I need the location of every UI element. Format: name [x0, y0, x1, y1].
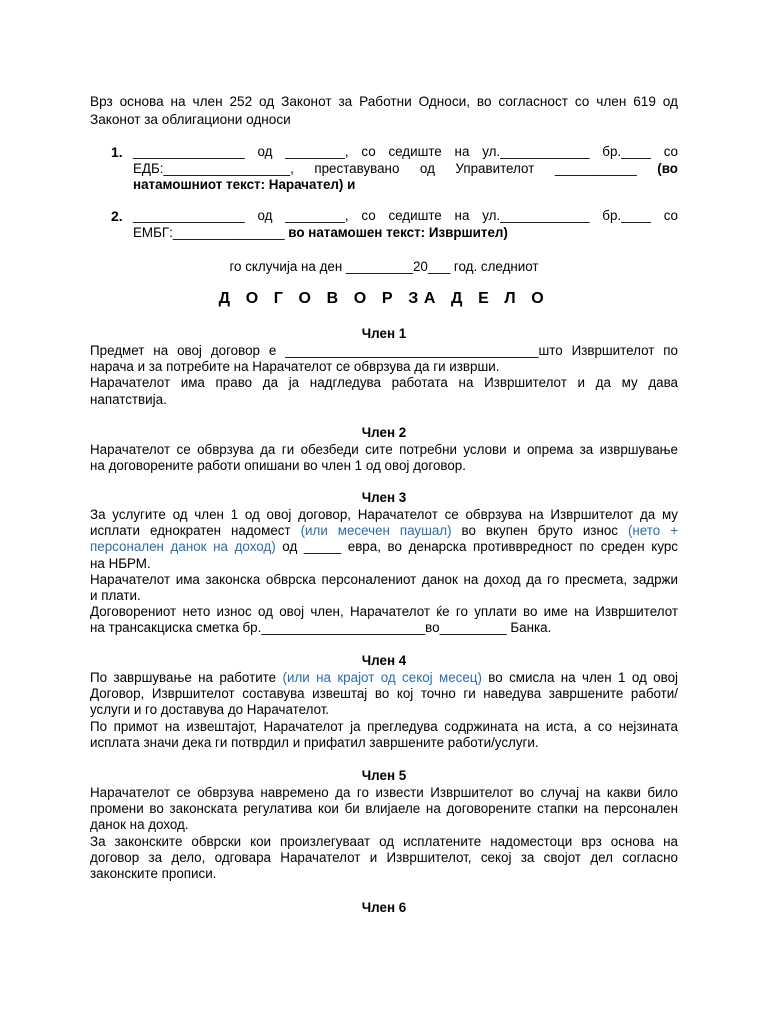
article-4-text: во смисла на член 1 од овој	[481, 670, 678, 685]
party-1-block	[133, 144, 678, 194]
party-1-line2-bold: (во	[657, 160, 678, 176]
article-3-text: исплати еднократен надомест	[90, 523, 301, 539]
article-4-body	[90, 670, 678, 751]
party-1-line1: _______________ од ________, со седиште на ул.____________ бр.____ со	[133, 144, 678, 159]
party-1-number: 1.	[111, 144, 123, 160]
article-4-line: услуги и го доставува до Нарачателот.	[90, 702, 330, 718]
article-1-line: Нарачателот има право да ја надгледува работата на Извршителот и да му дава	[90, 375, 678, 391]
preamble	[90, 93, 678, 129]
article-3-note: (нето +	[627, 523, 679, 539]
article-1-line: напатствија.	[90, 391, 167, 407]
article-3-text: во вкупен бруто износ	[451, 523, 628, 539]
party-2-line1: _______________ од ________, со седиште на ул.____________ бр.____ со	[133, 208, 678, 223]
article-1-line: нарача и за потребите на Нарачателот се обврзува да ги изврши.	[90, 359, 500, 375]
party-2-block	[133, 208, 678, 241]
document-title: Д О Г О В О Р ЗА Д Е Л О	[218, 290, 550, 307]
article-3-line: Нарачателот има законска обврска персоналениот данок на доход да го пресмета, задржи	[90, 571, 678, 587]
party-2-number: 2.	[111, 208, 123, 224]
article-3-line: и плати.	[90, 588, 141, 604]
preamble-text: Врз основа на член 252 од Законот за Работни Односи, во согласност со член 619 од Законот за облигациони односи	[90, 94, 678, 127]
article-5-line: законските прописи.	[90, 866, 217, 882]
article-5-heading: Член 5	[361, 768, 407, 783]
article-6-heading: Член 6	[361, 900, 407, 915]
article-3-text: од _____ евра, во денарска противвредност по среден курс	[275, 539, 678, 555]
article-4-heading: Член 4	[361, 653, 407, 668]
article-3-line	[90, 523, 678, 539]
party-1-line2	[133, 161, 678, 178]
article-5-body	[90, 785, 678, 882]
party-2-line2	[133, 225, 678, 242]
party-1-line2-text: ЕДБ:_________________, преставувано од Управителот ___________	[133, 160, 637, 176]
article-2-body	[90, 442, 678, 474]
article-3-line	[90, 539, 678, 555]
article-2-heading: Член 2	[361, 425, 407, 440]
article-1-body	[90, 343, 678, 408]
article-2-line: Нарачателот се обврзува да ги обезбеди сите потребни услови и опрема за извршување	[90, 442, 678, 457]
party-1-line3: натамошниот текст: Нарачател) и	[133, 177, 356, 192]
article-3-line: Договорениот нето износ од овој член, Нарачателот ќе го уплати во име на Извршителот	[90, 604, 678, 620]
article-1-heading: Член 1	[361, 326, 407, 341]
article-3-line: За услугите од член 1 од овој договор, Нарачателот се обврзува на Извршителот да му	[90, 507, 678, 522]
article-4-text: По завршување на работите	[90, 670, 283, 685]
article-5-line: За законските обврски кои произлегуваат од исплатените надоместоци врз основа на	[90, 833, 678, 849]
article-5-line: промени во законската регулатива кои би влијаеле на договорените стапки на персонален	[90, 801, 678, 817]
article-2-line: на договорените работи опишани во член 1 од овој договор.	[90, 458, 466, 474]
article-4-line: исплата значи дека ги потврдил и прифатил завршените работи/услуги.	[90, 734, 539, 750]
article-3-heading: Член 3	[361, 490, 407, 505]
concluded-line: го склучија на ден _________20___ год. следниот	[229, 259, 539, 274]
article-5-line: договор за дело, одговара Нарачателот и Извршителот, секој за својот дел согласно	[90, 849, 678, 865]
article-5-line: данок на доход.	[90, 817, 189, 833]
article-3-note: персонален данок на доход)	[90, 539, 276, 555]
article-1-line: Предмет на овој договор е __________________________________што Извршителот по	[90, 343, 678, 358]
article-4-line: Договор, Извршителот составува извештај во кој точно ги наведува завршените работи/	[90, 686, 678, 702]
article-4-note: (или на крајот од секој месец)	[282, 670, 482, 685]
article-3-line: на трансакциска сметка бр.______________________во_________ Банка.	[90, 620, 552, 636]
article-3-line: на НБРМ.	[90, 555, 151, 571]
article-5-line: Нарачателот се обврзува навремено да го извести Извршителот во случај на какви било	[90, 785, 678, 800]
party-2-line2-bold: во натамошен текст: Извршител)	[288, 224, 508, 240]
article-4-line: По примот на извештајот, Нарачателот ја прегледува содржината на иста, а со нејзината	[90, 718, 678, 734]
article-3-body	[90, 507, 678, 637]
article-4-line	[90, 670, 678, 686]
party-2-line2-text: ЕМБГ:_______________	[133, 224, 285, 240]
article-3-note: (или месечен паушал)	[300, 523, 452, 539]
